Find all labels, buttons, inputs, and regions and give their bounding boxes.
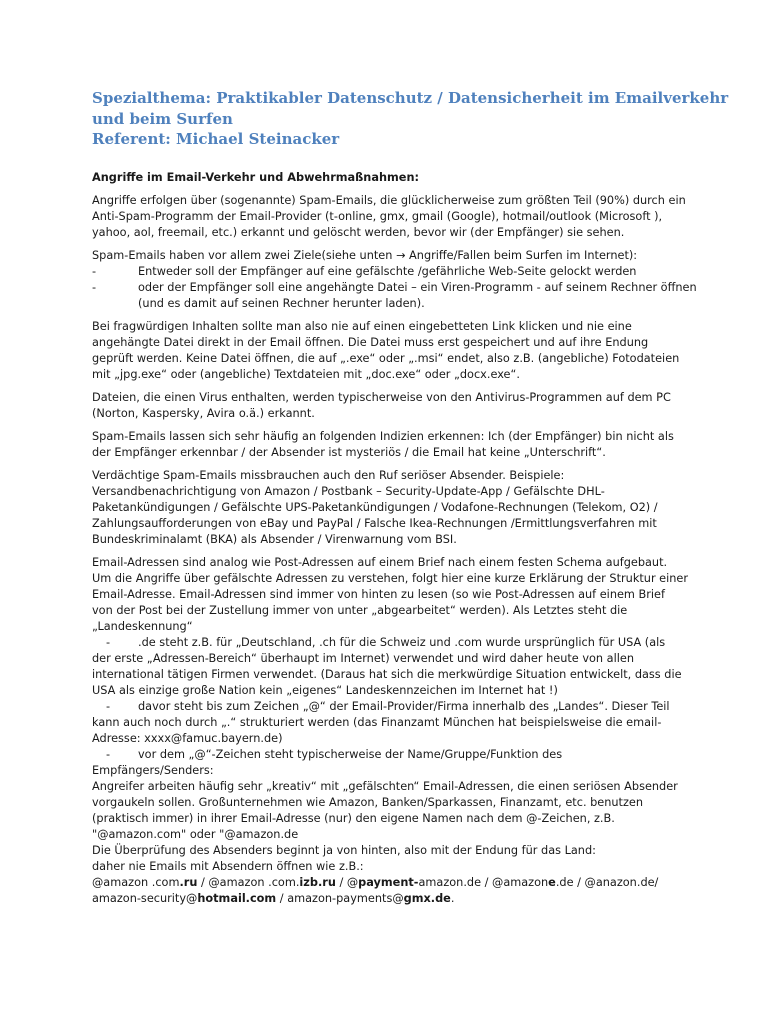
example-part: .	[450, 892, 455, 905]
text-line: geprüft werden. Keine Datei öffnen, die auf „.exe“ oder „.msi“ endet, also z.B. (angebliche) Fotodateien	[92, 352, 680, 365]
text-line: der erste „Adressen-Bereich“ überhaupt im Internet) verwendet und wird daher heute von allen	[92, 652, 634, 665]
list-item	[92, 264, 712, 280]
title-line-3: Referent: Michael Steinacker	[92, 130, 340, 148]
title-line-1: Spezialthema: Praktikabler Datenschutz / Datensicherheit im Emailverkehr	[92, 89, 729, 107]
paragraph-1	[92, 193, 712, 241]
paragraph-5	[92, 429, 712, 461]
text-line: Angriffe erfolgen über (sogenannte) Spam-Emails, die glücklicherweise zum größten Teil (90%) durch ein	[92, 194, 686, 207]
text-line: Adresse: xxxx@famuc.bayern.de)	[92, 732, 283, 745]
example-part: amazon.de / @amazon	[418, 876, 549, 889]
text-line: (Norton, Kaspersky, Avira o.ä.) erkannt.	[92, 407, 315, 420]
title-line-2: und beim Surfen	[92, 109, 233, 128]
text-line: der Empfänger erkennbar / der Absender ist mysteriös / die Email hat keine „Unterschrift“.	[92, 446, 606, 459]
list-marker: -	[92, 281, 97, 294]
text-line: von der Post bei der Zustellung immer von unter „abgearbeitet“ werden). Als Letztes steht die	[92, 604, 628, 617]
text-line: Zahlungsaufforderungen von eBay und PayPal / Falsche Ikea-Rechnungen /Ermittlungsverfahren mit	[92, 517, 657, 530]
spoof-examples-line-1	[92, 876, 658, 889]
list-marker: -	[106, 700, 111, 713]
text-line: Paketankündigungen / Gefälschte UPS-Paketankündigungen / Vodafone-Rechnungen (Telekom, O2) /	[92, 501, 658, 514]
list-item	[92, 747, 712, 763]
paragraph-2	[92, 248, 712, 312]
text-line: Bundeskriminalamt (BKA) als Absender / Virenwarnung vom BSI.	[92, 533, 457, 546]
list-item-text: vor dem „@“-Zeichen steht typischerweise der Name/Gruppe/Funktion des	[138, 748, 563, 761]
text-line: Um die Angriffe über gefälschte Adressen zu verstehen, folgt hier eine kurze Erklärung der Struktur einer	[92, 572, 689, 585]
text-line: angehängte Datei direkt in der Email öffnen. Die Datei muss erst gespeichert und auf ihre Endung	[92, 336, 649, 349]
example-part: / @amazon .com.	[197, 876, 300, 889]
example-part-bold: e	[548, 876, 556, 889]
text-line: Verdächtige Spam-Emails missbrauchen auch den Ruf seriöser Absender. Beispiele:	[92, 469, 565, 482]
example-part: .de / @anazon.de/	[555, 876, 659, 889]
example-part: amazon-security@	[92, 892, 198, 905]
text-line: Empfängers/Senders:	[92, 764, 214, 777]
list-item-text: .de steht z.B. für „Deutschland, .ch für die Schweiz und .com wurde ursprünglich für USA (als	[138, 636, 666, 649]
text-line: Spam-Emails haben vor allem zwei Ziele(siehe unten → Angriffe/Fallen beim Surfen im Internet):	[92, 249, 638, 262]
text-line: international tätigen Firmen verwendet. (Daraus hat sich die merkwürdige Situation entwickelt, dass die	[92, 668, 682, 681]
text-line: Bei fragwürdigen Inhalten sollte man also nie auf einen eingebetteten Link klicken und nie eine	[92, 320, 632, 333]
text-line: Anti-Spam-Programm der Email-Provider (t-online, gmx, gmail (Google), hotmail/outlook (Microsoft ),	[92, 210, 663, 223]
paragraph-6	[92, 468, 712, 548]
spoof-examples-line-2	[92, 892, 454, 905]
text-line: kann auch noch durch „.“ strukturiert werden (das Finanzamt München hat beispielsweise die email-	[92, 716, 662, 729]
list-item	[92, 635, 712, 651]
list-marker: -	[92, 265, 97, 278]
list-item-text: oder der Empfänger soll eine angehängte Datei – ein Viren-Programm - auf seinem Rechner öffnen (und es damit auf seinen Rechner herunter laden).	[138, 281, 697, 310]
text-line: mit „jpg.exe“ oder (angebliche) Textdateien mit „doc.exe“ oder „docx.exe“.	[92, 368, 520, 381]
section-heading: Angriffe im Email-Verkehr und Abwehrmaßnahmen:	[92, 171, 420, 184]
text-line: daher nie Emails mit Absendern öffnen wie z.B.:	[92, 860, 364, 873]
paragraph-3	[92, 319, 712, 383]
text-line: (praktisch immer) in ihrer Email-Adresse (nur) den eigene Namen nach dem @-Zeichen, z.B.	[92, 812, 615, 825]
text-line: vorgaukeln sollen. Großunternehmen wie Amazon, Banken/Sparkassen, Finanzamt, etc. benutzen	[92, 796, 644, 809]
list-item	[92, 699, 712, 715]
text-line: Versandbenachrichtigung von Amazon / Postbank – Security-Update-App / Gefälschte DHL-	[92, 485, 605, 498]
list-item-text: davor steht bis zum Zeichen „@“ der Email-Provider/Firma innerhalb des „Landes“. Dieser Teil	[138, 700, 670, 713]
text-line: yahoo, aol, freemail, etc.) erkannt und gelöscht werden, bevor wir (der Empfänger) sie sehen.	[92, 226, 625, 239]
paragraph-4	[92, 390, 712, 422]
list-item	[92, 280, 712, 312]
paragraph-7	[92, 555, 712, 907]
example-part-bold: payment-	[358, 876, 419, 889]
text-line: „Landeskennung“	[92, 620, 193, 633]
example-part-bold: gmx.de	[403, 892, 451, 905]
text-line: Die Überprüfung des Absenders beginnt ja von hinten, also mit der Endung für das Land:	[92, 844, 596, 857]
text-line: Email-Adresse. Email-Adressen sind immer von hinten zu lesen (so wie Post-Adressen auf einem Brief	[92, 588, 665, 601]
text-line: Spam-Emails lassen sich sehr häufig an folgenden Indizien erkennen: Ich (der Empfänger) bin nicht als	[92, 430, 674, 443]
text-line: USA als einzige große Nation kein „eigenes“ Landeskennzeichen im Internet hat !)	[92, 684, 558, 697]
list-marker: -	[106, 748, 111, 761]
list-item-text: Entweder soll der Empfänger auf eine gefälschte /gefährliche Web-Seite gelockt werden	[138, 265, 637, 278]
text-line: Angreifer arbeiten häufig sehr „kreativ“ mit „gefälschten“ Email-Adressen, die einen seriösen Absender	[92, 780, 678, 793]
document-body	[92, 170, 712, 914]
text-line: Dateien, die einen Virus enthalten, werden typischerweise von den Antivirus-Programmen auf dem PC	[92, 391, 671, 404]
example-part-bold: hotmail.com	[197, 892, 277, 905]
example-part-bold: izb.ru	[299, 876, 336, 889]
example-part: / amazon-payments@	[276, 892, 404, 905]
example-part: @amazon .com	[92, 876, 180, 889]
example-part: / @	[339, 876, 359, 889]
list-marker: -	[106, 636, 111, 649]
text-line: Email-Adressen sind analog wie Post-Adressen auf einem Brief nach einem festen Schema aufgebaut.	[92, 556, 668, 569]
example-part-bold: .ru	[179, 876, 198, 889]
text-line: "@amazon.com" oder "@amazon.de	[92, 828, 299, 841]
document-title	[92, 88, 729, 150]
